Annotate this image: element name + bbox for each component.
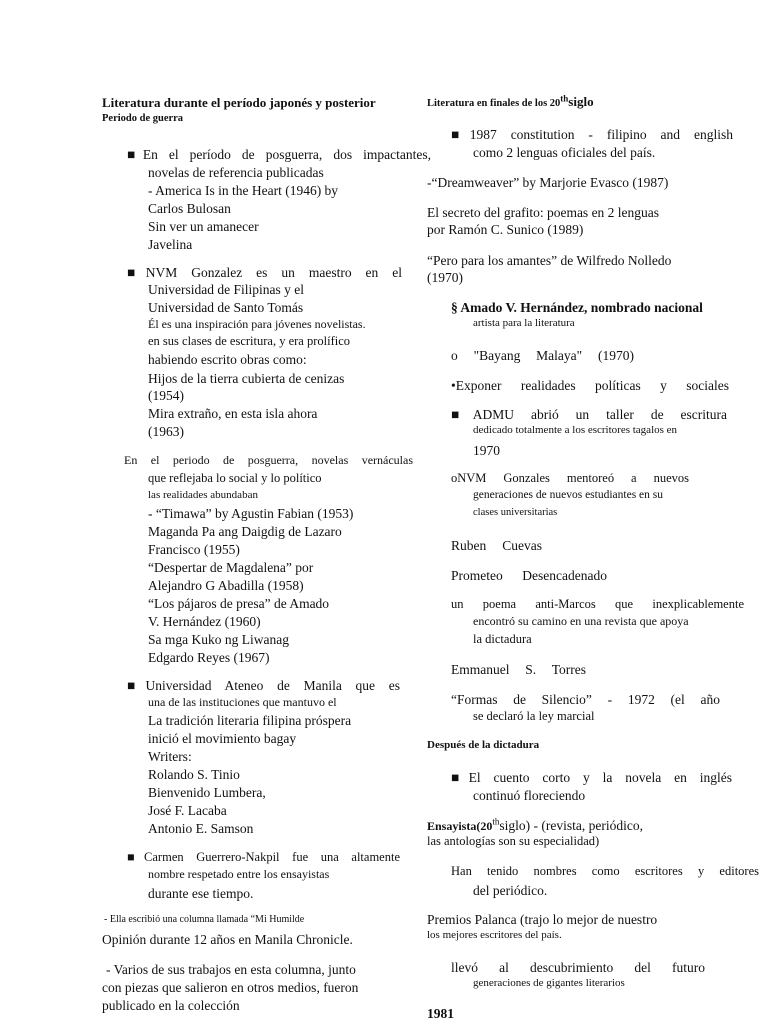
text-line: las realidades abundaban xyxy=(148,489,258,501)
paragraph-first-line: En el periodo de posguerra, novelas vernáculas xyxy=(124,453,413,467)
text-line: § Amado V. Hernández, nombrado nacional xyxy=(451,300,703,315)
text-line: se declaró la ley marcial xyxy=(473,709,595,723)
text-line: que reflejaba lo social y lo político xyxy=(148,471,322,485)
prometeo-line xyxy=(451,567,607,585)
text-bold: Ensayista(20 xyxy=(427,819,493,833)
text-line: con piezas que salieron en otros medios, fueron xyxy=(102,980,359,995)
text-line: o "Bayang Malaya" (1970) xyxy=(451,348,634,363)
vernacular-novels-list xyxy=(148,505,408,667)
text-line: la dictadura xyxy=(473,632,532,646)
list-item: - “Timawa” by Agustin Fabian (1953) xyxy=(148,506,354,521)
section-title-20th-century xyxy=(427,94,594,110)
essayist-line xyxy=(427,817,643,835)
text-line: nombre respetado entre los ensayistas xyxy=(148,867,330,881)
superscript: th xyxy=(492,816,500,827)
text-line: Mira extraño, en esta isla ahora xyxy=(148,406,318,421)
paragraph-first-line: “Formas de Silencio” - 1972 (el año xyxy=(451,692,720,707)
title-superscript: th xyxy=(560,93,569,104)
list-item: La tradición literaria filipina próspera xyxy=(148,713,352,728)
text-line: dedicado totalmente a los escritores tagalos en xyxy=(473,424,678,436)
discovery-line xyxy=(451,959,705,977)
bullet-first-line: oNVM Gonzales mentoreó a nuevos xyxy=(451,471,689,485)
bullet-first-line: ■En el período de posguerra, dos impactantes, xyxy=(127,147,431,162)
text-line: en sus clases de escritura, y era prolífico xyxy=(148,334,351,348)
section-subtitle-war-period: Periodo de guerra xyxy=(102,113,184,124)
bullet-short-story xyxy=(451,769,732,787)
bullet-first-line: ■1987 constitution - filipino and english xyxy=(451,127,733,142)
text-line: clases universitarias xyxy=(473,507,558,518)
list-item: “Los pájaros de presa” de Amado xyxy=(148,596,330,611)
list-item: - America Is in the Heart (1946) by xyxy=(148,183,339,198)
list-item: V. Hernández (1960) xyxy=(148,614,261,629)
title-text: Literatura en finales de los 20 xyxy=(427,98,561,109)
text-line: •Exponer realidades políticas y sociales xyxy=(451,378,729,393)
year-heading: 1981 xyxy=(427,1006,454,1021)
editors-line xyxy=(451,864,759,879)
list-item: Rolando S. Tinio xyxy=(148,767,240,782)
text-line: las antologías son su especialidad) xyxy=(427,834,600,848)
bullet-nvm-gonzalez xyxy=(127,264,402,282)
text-line: generaciones de gigantes literarios xyxy=(473,977,625,989)
text-line: Él es una inspiración para jóvenes novelistas. xyxy=(148,317,366,331)
text-line: una de las instituciones que mantuvo el xyxy=(148,695,337,709)
text-line: 1970 xyxy=(473,443,500,458)
text-line: Universidad de Filipinas y el xyxy=(148,282,304,297)
text-line: (1963) xyxy=(148,424,184,439)
bullet-ateneo xyxy=(127,677,400,695)
list-item: Francisco (1955) xyxy=(148,542,240,557)
list-item: Maganda Pa ang Daigdig de Lazaro xyxy=(148,524,342,539)
list-item: Sa mga Kuko ng Liwanag xyxy=(148,632,289,647)
paragraph-first-line: Han tenido nombres como escritores y editores xyxy=(451,864,759,878)
expose-realities-line xyxy=(451,377,729,395)
bullet-first-line: ■Universidad Ateneo de Manila que es xyxy=(127,678,400,693)
bullet-first-line: ■ADMU abrió un taller de escritura xyxy=(451,407,727,422)
bullet-postwar-novels xyxy=(127,146,431,164)
text-line: Ruben Cuevas xyxy=(451,538,542,553)
ateneo-list xyxy=(148,712,408,838)
text-line: publicado en la colección xyxy=(102,998,240,1013)
text-line: (1954) xyxy=(148,388,184,403)
bullet-nvm-gonzales-mentor xyxy=(451,471,689,486)
emmanuel-torres-line xyxy=(451,661,586,679)
text-line: habiendo escrito obras como: xyxy=(148,352,307,367)
list-item: Alejandro G Abadilla (1958) xyxy=(148,578,304,593)
text-line: Emmanuel S. Torres xyxy=(451,662,586,677)
bullet-carmen-guerrero xyxy=(127,850,400,865)
list-item: Javelina xyxy=(148,237,193,252)
paragraph-first-line: un poema anti-Marcos que inexplicablemente xyxy=(451,597,744,611)
bullet-first-line: ■Carmen Guerrero-Nakpil fue una altamente xyxy=(127,850,400,864)
text-line: Premios Palanca (trajo lo mejor de nuestro xyxy=(427,912,658,927)
note-opinion: Opinión durante 12 años en Manila Chronicle. xyxy=(102,932,353,947)
bullet-1987-constitution xyxy=(451,126,733,144)
bayang-malaya-line xyxy=(451,347,634,365)
subheading-after-dictatorship: Después de la dictadura xyxy=(427,739,540,751)
text-line: generaciones de nuevos estudiantes en su xyxy=(473,489,664,501)
text-line: siglo) - (revista, periódico, xyxy=(499,818,643,833)
section-title-japanese-period: Literatura durante el período japonés y posterior xyxy=(102,95,376,110)
postwar-vernacular-novels xyxy=(124,453,413,468)
text-line: como 2 lenguas oficiales del país. xyxy=(473,145,656,160)
bullet-first-line: ■NVM Gonzalez es un maestro en el xyxy=(127,265,402,280)
text-line: encontró su camino en una revista que apoya xyxy=(473,614,689,628)
ruben-cuevas-line xyxy=(451,537,542,555)
bullet-first-line: ■El cuento corto y la novela en inglés xyxy=(451,770,732,785)
anti-marcos-poem xyxy=(451,597,744,612)
bullet-admu xyxy=(451,406,727,424)
postwar-novels-list xyxy=(148,164,408,254)
list-item: Carlos Bulosan xyxy=(148,201,231,216)
text-line: continuó floreciendo xyxy=(473,788,586,803)
text-line: durante ese tiempo. xyxy=(148,886,254,901)
list-item: José F. Lacaba xyxy=(148,803,227,818)
list-item: Bienvenido Lumbera, xyxy=(148,785,266,800)
text-line: - Varios de sus trabajos en esta columna, junto xyxy=(106,962,356,977)
list-item: novelas de referencia publicadas xyxy=(148,165,324,180)
text-line: “Pero para los amantes” de Wilfredo Nolledo xyxy=(427,253,672,268)
list-item: Antonio E. Samson xyxy=(148,821,254,836)
text-line: El secreto del grafito: poemas en 2 lenguas xyxy=(427,205,660,220)
list-item: Edgardo Reyes (1967) xyxy=(148,650,270,665)
list-item: Writers: xyxy=(148,749,192,764)
text-line: -“Dreamweaver” by Marjorie Evasco (1987) xyxy=(427,175,669,190)
text-line: Prometeo Desencadenado xyxy=(451,568,607,583)
text-line: los mejores escritores del país. xyxy=(427,929,562,941)
text-line: por Ramón C. Sunico (1989) xyxy=(427,222,584,237)
formas-de-silencio xyxy=(451,691,720,709)
text-line: artista para la literatura xyxy=(473,317,575,329)
note-column: - Ella escribió una columna llamada “Mi Humilde xyxy=(104,914,305,925)
text-line: Universidad de Santo Tomás xyxy=(148,300,304,315)
list-item: inició el movimiento bagay xyxy=(148,731,297,746)
paragraph-first-line: llevó al descubrimiento del futuro xyxy=(451,960,705,975)
title-text: siglo xyxy=(568,94,594,109)
list-item: Sin ver un amanecer xyxy=(148,219,259,234)
list-item: “Despertar de Magdalena” por xyxy=(148,560,314,575)
text-line: (1970) xyxy=(427,270,463,285)
text-line: Hijos de la tierra cubierta de cenizas xyxy=(148,371,345,386)
text-line: del periódico. xyxy=(473,883,548,898)
